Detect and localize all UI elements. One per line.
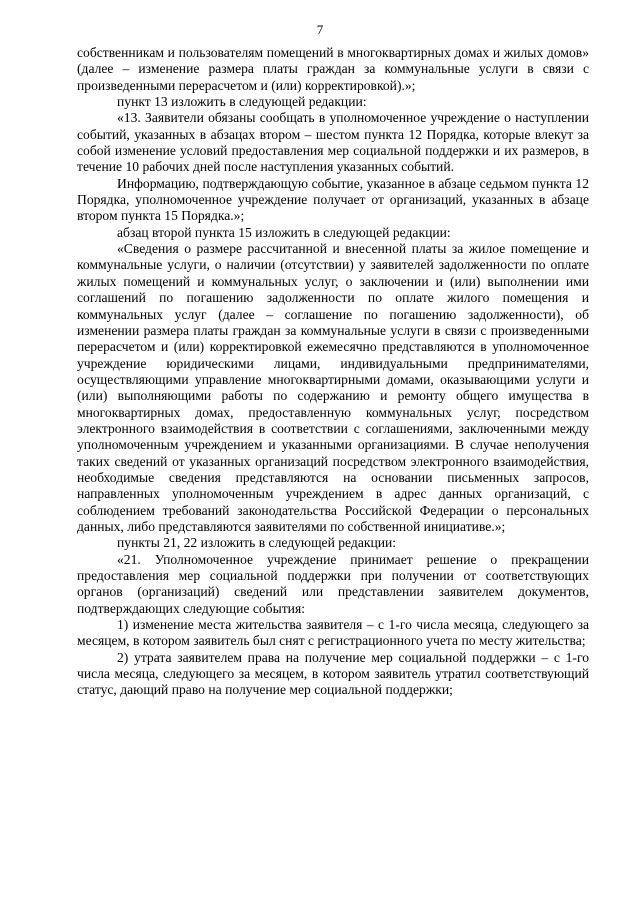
paragraph-1: собственникам и пользователям помещений в многоквартирных домах и жилых домов» (далее – изменение размера платы граждан за коммунальные услуги в связи с произведенными перерасчетом и (или) корректировкой).»; [77, 45, 589, 93]
paragraph-7: пункты 21, 22 изложить в следующей редакции: [117, 535, 397, 551]
paragraph-4: Информацию, подтверждающую событие, указанное в абзаце седьмом пункта 12 Порядка, уполномоченное учреждение получает от организаций, указанных в абзаце втором пункта 15 Порядка.»; [77, 175, 589, 224]
paragraph-8: «21. Уполномоченное учреждение принимает решение о прекращении предоставления мер социальной поддержки при получении от соответствующих органов (организаций) сведений или представлении заявителем документов, подтверждающих следующие события: [77, 551, 589, 616]
paragraph-2: пункт 13 изложить в следующей редакции: [117, 94, 367, 110]
paragraph-9: 1) изменение места жительства заявителя – с 1-го числа месяца, следующего за месяцем, в котором заявитель был снят с регистрационного учета по месту жительства; [77, 617, 589, 649]
paragraph-5: абзац второй пункта 15 изложить в следующей редакции: [117, 224, 451, 240]
paragraph-10: 2) утрата заявителем права на получение мер социальной поддержки – с 1-го числа месяца, следующего за месяцем, в котором заявитель утратил соответствующий статус, дающий право на получение мер социальной поддержки; [77, 649, 589, 698]
page-number: 7 [316, 22, 324, 37]
paragraph-3: «13. Заявители обязаны сообщать в уполномоченное учреждение о наступлении событий, указанных в абзацах втором – шестом пункта 12 Порядка, которые влекут за собой изменение условий предоставления мер социальной поддержки и их размеров, в течение 10 рабочих дней после наступления указанных событий. [77, 110, 589, 175]
document-body [77, 45, 589, 699]
paragraph-6: «Сведения о размере рассчитанной и внесенной платы за жилое помещение и коммунальные услуги, о наличии (отсутствии) у заявителей задолженности по оплате жилых помещений и коммунальных услуг, о заключении и (или) выполнении ими соглашений по погашению задолженности по оплате жилого помещения и коммунальных услуг (далее – соглашение по погашению задолженности), об изменении размера платы граждан за коммунальные услуги в связи с произведенными перерасчетом и (или) корректировкой ежемесячно представляются в уполномоченное учреждение юридическими лицами, индивидуальными предпринимателями, осуществляющими управление многоквартирными домами, оказывающими услуги и (или) выполняющими работы по содержанию и ремонту общего имущества в многоквартирных домах, предоставленную коммунальных услуг, посредством электронного взаимодействия в соответствии с соглашениями, заключенными между уполномоченным учреждением и указанными организациями. В случае неполучения таких сведений от указанных организаций посредством электронного взаимодействия, необходимые сведения представляются на основании письменных запросов, направленных уполномоченным учреждением в адрес данных организаций, с соблюдением требований законодательства Российской Федерации о персональных данных, либо представляются заявителями по собственной инициативе.»; [77, 241, 589, 534]
